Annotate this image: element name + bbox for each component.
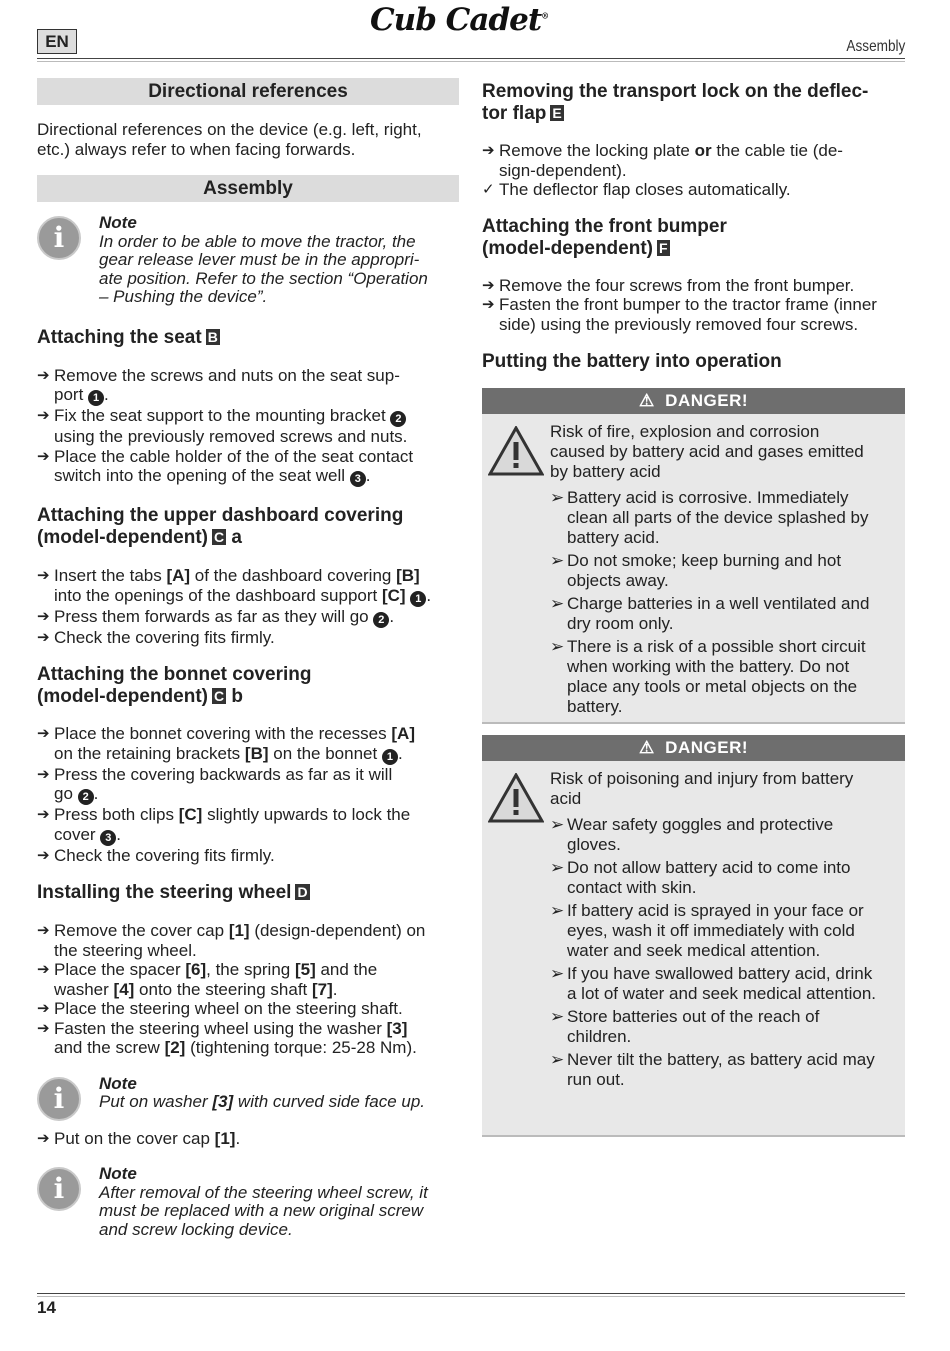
chevron-right-icon: ➢ bbox=[550, 901, 565, 920]
arrow-icon: ➔ bbox=[37, 961, 50, 978]
battery-heading: Putting the battery into operation bbox=[482, 351, 782, 372]
danger-item: ➢ There is a risk of a possible short circuit when working with the battery. Do not place any tools or metal objects on the battery. bbox=[550, 637, 866, 716]
figure-tag: F bbox=[659, 239, 668, 256]
danger-item: ➢ Store batteries out of the reach of children. bbox=[550, 1007, 820, 1046]
danger-item: ➢ Charge batteries in a well ventilated and dry room only. bbox=[550, 594, 870, 633]
result-item: ✓ The deflector flap closes automatically. bbox=[482, 180, 791, 199]
danger-list bbox=[550, 488, 899, 717]
transport-heading: Removing the transport lock on the deflec- tor flap E bbox=[482, 81, 869, 124]
step-item: ➔ Fasten the front bumper to the tractor frame (inner side) using the previously removed four screws. bbox=[482, 295, 877, 334]
directional-title: Directional references bbox=[37, 78, 459, 105]
bonnet-steps bbox=[37, 724, 459, 865]
brand-logo: Cub Cadet® bbox=[370, 2, 549, 38]
arrow-icon: ➔ bbox=[37, 366, 50, 384]
danger-item: ➢ If you have swallowed battery acid, drink a lot of water and seek medical attention. bbox=[550, 964, 877, 1003]
steering-heading: Installing the steering wheel D bbox=[37, 882, 308, 903]
chevron-right-icon: ➢ bbox=[550, 964, 565, 983]
step-item: ➔ Insert the tabs [A] of the dashboard covering [B] into the openings of the dashboard support [C] 1 . bbox=[37, 566, 432, 605]
danger-item: ➢ Wear safety goggles and protective gloves. bbox=[550, 815, 834, 854]
step-item: ➔ Fix the seat support to the mounting bracket 2 using the previously removed screws and nuts. bbox=[37, 406, 408, 446]
danger-item: ➢ Never tilt the battery, as battery acid may run out. bbox=[550, 1050, 875, 1089]
figure-tag: D bbox=[297, 884, 308, 900]
arrow-icon: ➔ bbox=[482, 296, 495, 313]
right-column bbox=[482, 78, 905, 1137]
chevron-right-icon: ➢ bbox=[550, 594, 565, 613]
dashboard-steps bbox=[37, 566, 459, 647]
bumper-steps bbox=[482, 276, 905, 335]
note-2 bbox=[37, 1073, 459, 1115]
arrow-icon: ➔ bbox=[37, 725, 50, 742]
danger-item: ➢ Battery acid is corrosive. Immediately clean all parts of the device splashed by battery acid. bbox=[550, 488, 869, 547]
arrow-icon: ➔ bbox=[37, 806, 50, 823]
warning-icon: ⚠ bbox=[638, 391, 655, 410]
danger-box-1 bbox=[482, 388, 905, 724]
step-item: ➔ Fasten the steering wheel using the washer [3] and the screw [2] (tightening torque: 25-28 Nm). bbox=[37, 1018, 417, 1057]
step-number-badge: 2 bbox=[390, 411, 406, 427]
language-badge: EN bbox=[37, 29, 77, 54]
note-body: In order to be able to move the tractor, the gear release lever must be in the appropri- ate position. Refer to the section “Operation – Pushing the device”. bbox=[99, 231, 428, 306]
step-item: ➔ Check the covering fits firmly. bbox=[37, 627, 275, 647]
step-item: ➔ Remove the four screws from the front bumper. bbox=[482, 275, 855, 295]
step-item: ➔ Put on the cover cap [1]. bbox=[37, 1128, 241, 1148]
danger-intro: Risk of poisoning and injury from battery acid bbox=[550, 769, 854, 808]
note-body: Put on washer [3] with curved side face up. bbox=[99, 1092, 426, 1111]
transport-result bbox=[482, 180, 905, 200]
header-rule bbox=[37, 58, 905, 62]
info-icon: i bbox=[37, 216, 81, 260]
step-number-badge: 3 bbox=[350, 471, 366, 487]
chevron-right-icon: ➢ bbox=[550, 637, 565, 656]
arrow-icon: ➔ bbox=[37, 407, 50, 424]
cover-cap-step bbox=[37, 1129, 459, 1149]
step-number-badge: 1 bbox=[410, 591, 426, 607]
step-item: ➔ Remove the locking plate or the cable tie (de- sign-dependent). bbox=[482, 141, 843, 180]
arrow-icon: ➔ bbox=[37, 846, 50, 864]
step-item: ➔ Press them forwards as far as they will go 2 . bbox=[37, 606, 395, 626]
seat-steps bbox=[37, 366, 459, 488]
section-header: Assembly bbox=[846, 38, 905, 55]
chevron-right-icon: ➢ bbox=[550, 815, 565, 834]
info-icon: i bbox=[37, 1167, 81, 1211]
danger-intro: Risk of fire, explosion and corrosion caused by battery acid and gases emitted by battery acid bbox=[550, 422, 864, 481]
figure-tag: B bbox=[207, 328, 218, 345]
chevron-right-icon: ➢ bbox=[550, 488, 565, 507]
figure-tag: C bbox=[214, 688, 225, 704]
note-3 bbox=[37, 1164, 459, 1239]
page-number: 14 bbox=[37, 1298, 56, 1317]
step-item: ➔ Remove the cover cap [1] (design-dependent) on the steering wheel. bbox=[37, 921, 426, 960]
note-title: Note bbox=[99, 1164, 137, 1183]
step-item: ➔ Remove the screws and nuts on the seat sup- port 1 . bbox=[37, 365, 400, 404]
danger-item: ➢ Do not allow battery acid to come into contact with skin. bbox=[550, 858, 851, 897]
bonnet-heading: Attaching the bonnet covering (model-dependent) C b bbox=[37, 664, 312, 707]
danger-item: ➢ Do not smoke; keep burning and hot objects away. bbox=[550, 551, 842, 590]
footer-rule bbox=[37, 1293, 905, 1297]
danger-item: ➢ If battery acid is sprayed in your face or eyes, wash it off immediately with cold water and seek medical attention. bbox=[550, 901, 864, 960]
figure-tag: E bbox=[552, 105, 562, 121]
assembly-title: Assembly bbox=[37, 175, 459, 202]
arrow-icon: ➔ bbox=[37, 1019, 50, 1037]
arrow-icon: ➔ bbox=[482, 276, 495, 294]
arrow-icon: ➔ bbox=[37, 922, 50, 939]
arrow-icon: ➔ bbox=[37, 607, 50, 625]
warning-triangle-icon bbox=[488, 426, 544, 476]
note-1 bbox=[37, 213, 459, 307]
figure-tag: C bbox=[214, 529, 225, 545]
arrow-icon: ➔ bbox=[37, 628, 50, 646]
step-item: ➔ Place the spacer [6], the spring [5] and the washer [4] onto the steering shaft [7]. bbox=[37, 960, 378, 999]
transport-steps bbox=[482, 141, 905, 180]
danger-header: ⚠ DANGER! bbox=[482, 735, 905, 761]
warning-triangle-icon bbox=[488, 773, 544, 823]
warning-icon: ⚠ bbox=[638, 738, 655, 757]
step-number-badge: 1 bbox=[382, 749, 398, 765]
step-item: ➔ Place the cable holder of the of the seat contact switch into the opening of the seat well 3 . bbox=[37, 446, 414, 485]
arrow-icon: ➔ bbox=[482, 142, 495, 159]
arrow-icon: ➔ bbox=[37, 447, 50, 465]
directional-text: Directional references on the device (e.g. left, right, etc.) always refer to when facing forwards. bbox=[37, 120, 422, 159]
step-item: ➔ Place the bonnet covering with the recesses [A] on the retaining brackets [B] on the bonnet 1 . bbox=[37, 724, 415, 763]
info-icon: i bbox=[37, 1077, 81, 1121]
step-number-badge: 2 bbox=[78, 789, 94, 805]
arrow-icon: ➔ bbox=[37, 765, 50, 783]
check-icon: ✓ bbox=[482, 181, 495, 198]
note-body: After removal of the steering wheel screw, it must be replaced with a new original screw and screw locking device. bbox=[99, 1182, 428, 1239]
step-number-badge: 1 bbox=[88, 390, 104, 406]
arrow-icon: ➔ bbox=[37, 567, 50, 584]
step-item: ➔ Press the covering backwards as far as it will go 2 . bbox=[37, 764, 393, 803]
note-title: Note bbox=[99, 1073, 137, 1093]
step-item: ➔ Place the steering wheel on the steering shaft. bbox=[37, 999, 403, 1018]
step-number-badge: 3 bbox=[100, 830, 116, 846]
note-title: Note bbox=[99, 213, 137, 232]
chevron-right-icon: ➢ bbox=[550, 858, 565, 877]
chevron-right-icon: ➢ bbox=[550, 1007, 565, 1026]
arrow-icon: ➔ bbox=[37, 1000, 50, 1017]
chevron-right-icon: ➢ bbox=[550, 1050, 565, 1069]
arrow-icon: ➔ bbox=[37, 1129, 50, 1147]
danger-header: ⚠ DANGER! bbox=[482, 388, 905, 414]
danger-box-2 bbox=[482, 735, 905, 1137]
step-item: ➔ Press both clips [C] slightly upwards to lock the cover 3 . bbox=[37, 805, 411, 844]
steering-steps bbox=[37, 921, 459, 1058]
dashboard-heading: Attaching the upper dashboard covering (model-dependent) C a bbox=[37, 505, 404, 548]
bumper-heading: Attaching the front bumper (model-dependent) F bbox=[482, 215, 727, 259]
seat-heading: Attaching the seat B bbox=[37, 326, 218, 348]
left-column bbox=[37, 78, 459, 1239]
step-number-badge: 2 bbox=[373, 612, 389, 628]
danger-list bbox=[550, 815, 899, 1090]
step-item: ➔ Check the covering fits firmly. bbox=[37, 845, 275, 865]
chevron-right-icon: ➢ bbox=[550, 551, 565, 570]
